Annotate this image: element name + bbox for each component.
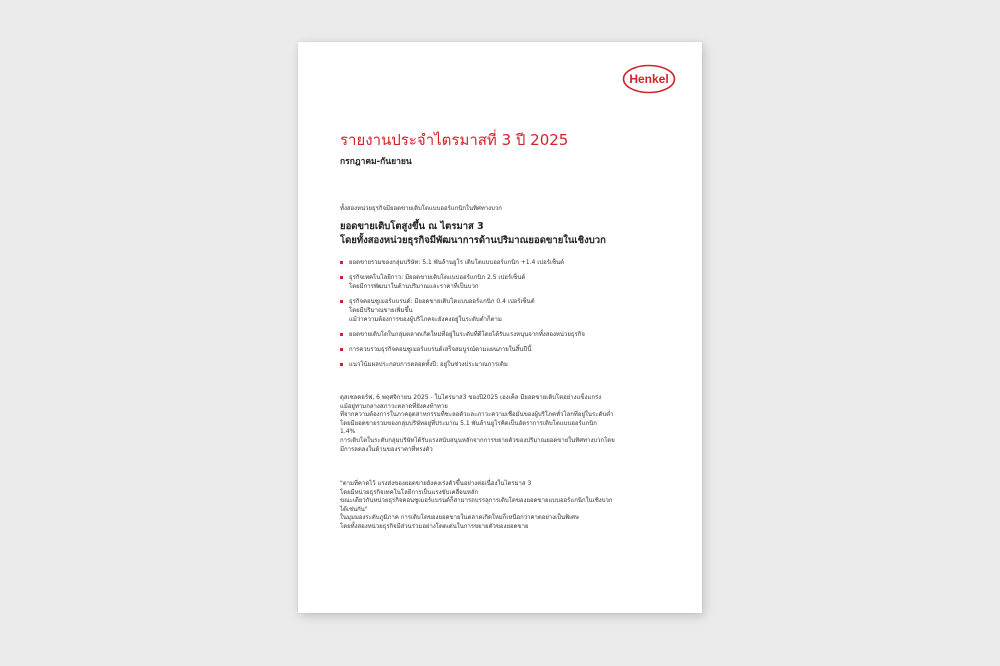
bullet-text: การควบรวมธุรกิจคอนซูเมอร์แบรนด์เสร็จสมบูรณ์ตามแผนภายในสิ้นปีนี้ bbox=[349, 346, 532, 353]
headline-line: โดยทั้งสองหน่วยธุรกิจมีพัฒนาการด้านปริมาณยอดขายในเชิงบวก bbox=[340, 235, 606, 246]
paragraph-line: โดยมีหน่วยธุรกิจเทคโนโลยีการเป็นแรงขับเคลื่อนหลัก bbox=[340, 488, 479, 496]
paragraph-line: ขณะเดียวกันหน่วยธุรกิจคอนซูเมอร์แบรนด์ก็สามารถบรรลุการเติบโตของยอดขายแบบออร์แกนิกในเชิงบวก bbox=[340, 497, 613, 505]
body-paragraph bbox=[340, 394, 670, 454]
paragraph-line: 1.4% bbox=[340, 428, 356, 436]
bullet-text: แม้ว่าความต้องการของผู้บริโภคจะยังคงอยู่ในระดับต่ำก็ตาม bbox=[349, 316, 502, 323]
paragraph-line: แม้อยู่ท่ามกลางสภาวะตลาดที่ยังคงท้าทาย bbox=[340, 402, 448, 410]
paragraph-line: การเติบโตในระดับกลุ่มบริษัทได้รับแรงสนับสนุนหลักจากการขยายตัวของปริมาณยอดขายในทิศทางบวกโดย bbox=[340, 436, 615, 444]
bullet-marker bbox=[340, 348, 343, 351]
bullet-text: แนวโน้มผลประกอบการตลอดทั้งปี: อยู่ในช่วงประมาณการเดิม bbox=[349, 361, 508, 368]
bullet-text: โดยมีการพัฒนาในด้านปริมาณและราคาที่เป็นบวก bbox=[349, 283, 479, 290]
paragraph-line: โดยทั้งสองหน่วยธุรกิจมีส่วนร่วมอย่างโดดเด่นในการขยายตัวของยอดขาย bbox=[340, 522, 529, 530]
henkel-logo bbox=[622, 64, 676, 94]
paragraph-line: โดยมียอดขายรวมของกลุ่มบริษัทอยู่ที่ประมาณ 5.1 พันล้านยูโรคิดเป็นอัตราการเติบโตแบบออร์แกนิก bbox=[340, 419, 597, 427]
bullet-marker bbox=[340, 261, 343, 264]
bullet-text: ยอดขายเติบโตในกลุ่มตลาดเกิดใหม่ที่อยู่ในระดับที่ดีโดยได้รับแรงหนุนจากทั้งสองหน่วยธุรกิจ bbox=[349, 331, 585, 338]
bullet-text: ธุรกิจเทคโนโลยีกาว: มียอดขายเติบโตแบบออร์แกนิก 2.5 เปอร์เซ็นต์ bbox=[349, 274, 526, 281]
bullet-text: ธุรกิจคอนซูเมอร์แบรนด์: มียอดขายเติบโตแบบออร์แกนิก 0.4 เปอร์เซ็นต์ bbox=[349, 298, 535, 305]
quote-paragraph bbox=[340, 480, 670, 532]
bullet-marker bbox=[340, 333, 343, 336]
report-period: กรกฎาคม-กันยายน bbox=[340, 157, 412, 167]
paragraph-line: "ตามที่คาดไว้ แรงส่งของยอดขายยังคงเร่งตัวขึ้นอย่างต่อเนื่องในไตรมาส 3 bbox=[340, 480, 532, 487]
list-item bbox=[340, 330, 680, 339]
list-item bbox=[340, 273, 680, 291]
paragraph-line: ในมุมมองระดับภูมิภาค การเติบโตของยอดขายในตลาดเกิดใหม่ก็เหนือกว่าคาดอย่างเป็นพิเศษ bbox=[340, 514, 579, 522]
paragraph-line: ได้เช่นกัน" bbox=[340, 505, 368, 513]
kicker-text: ทั้งสองหน่วยธุรกิจมียอดขายเติบโตแบบออร์แกนิกในทิศทางบวก bbox=[340, 205, 502, 212]
bullet-marker bbox=[340, 363, 343, 366]
paragraph-line: มีการลดลงในด้านของราคาที่ทรงตัว bbox=[340, 445, 433, 453]
headline-line: ยอดขายเติบโตสูงขึ้น ณ ไตรมาส 3 bbox=[340, 221, 484, 232]
logo-text: Henkel bbox=[629, 72, 669, 86]
list-item bbox=[340, 297, 680, 324]
bullet-text: โดยมีปริมาณขายเพิ่มขึ้น bbox=[349, 307, 413, 314]
headline bbox=[340, 220, 670, 248]
highlights-list bbox=[340, 258, 680, 375]
report-title: รายงานประจำไตรมาสที่ 3 ปี 2025 bbox=[340, 131, 569, 149]
list-item bbox=[340, 258, 680, 267]
paragraph-line: ดุสเซลดอร์ฟ, 6 พฤศจิกายน 2025 - ในไตรมาส3 ของปี2025 เฮงเค็ล มียอดขายเติบโตอย่างแข็งแกร่ง bbox=[340, 394, 602, 401]
list-item bbox=[340, 360, 680, 369]
paragraph-line: ที่จากความต้องการในภาคอุตสาหกรรมที่ชะลอตัวและภาวะความเชื่อมั่นของผู้บริโภคทั่วโลกที่อยู่ในระดับต่ำ bbox=[340, 411, 614, 419]
bullet-text: ยอดขายรวมของกลุ่มบริษัท: 5.1 พันล้านยูโร เติบโตแบบออร์แกนิก +1.4 เปอร์เซ็นต์ bbox=[349, 259, 565, 266]
report-page bbox=[298, 42, 702, 613]
list-item bbox=[340, 345, 680, 354]
bullet-marker bbox=[340, 300, 343, 303]
bullet-marker bbox=[340, 276, 343, 279]
